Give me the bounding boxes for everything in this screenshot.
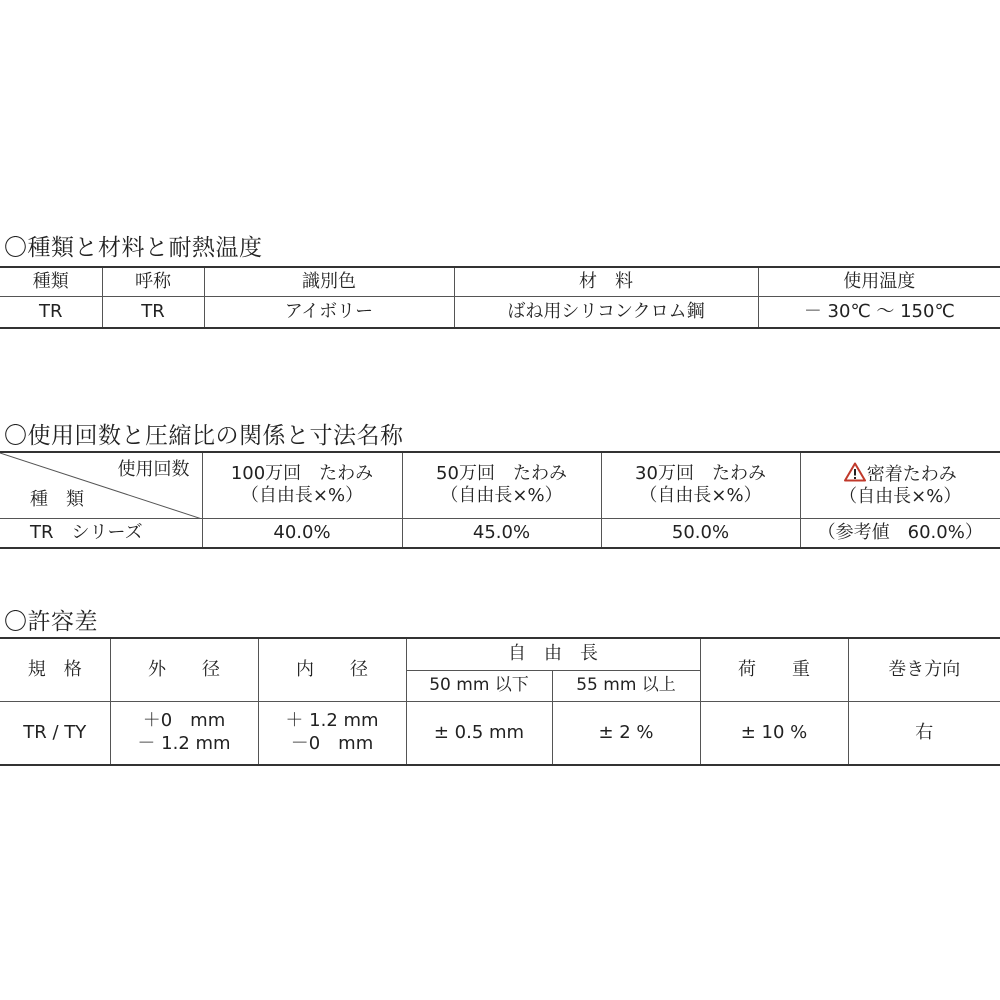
value-500k: 45.0% — [402, 518, 601, 548]
section2-heading: 〇使用回数と圧縮比の関係と寸法名称 — [4, 423, 404, 449]
tolerance-data-row — [0, 701, 1000, 765]
col-500k-line2: （自由長×%） — [440, 485, 563, 507]
header-color: 識別色 — [204, 267, 454, 296]
header-load: 荷 重 — [700, 638, 848, 701]
corner-top-label: 使用回数 — [117, 459, 190, 480]
usage-data-row — [0, 518, 1000, 548]
header-spec: 規 格 — [0, 638, 110, 701]
header-inner: 内 径 — [258, 638, 406, 701]
cell-load: ± 10 % — [700, 701, 848, 765]
cell-direction: 右 — [848, 701, 1000, 765]
cell-free-55: ± 2 % — [552, 701, 700, 765]
corner-cell — [0, 452, 202, 518]
header-name: 呼称 — [102, 267, 204, 296]
cell-free-50: ± 0.5 mm — [406, 701, 552, 765]
header-direction: 巻き方向 — [848, 638, 1000, 701]
cell-color: アイボリー — [204, 296, 454, 328]
tolerance-header-row1 — [0, 638, 1000, 670]
series-label: TR シリーズ — [0, 518, 202, 548]
section1-heading: 〇種類と材料と耐熱温度 — [4, 235, 263, 261]
material-header-row — [0, 267, 1000, 296]
cell-kind: TR — [0, 296, 102, 328]
header-temp: 使用温度 — [758, 267, 1000, 296]
inner-minus: －0 mm — [290, 732, 374, 754]
corner-bottom-label: 種 類 — [30, 489, 84, 510]
tolerance-table — [0, 637, 1000, 766]
col-300k-line1: 30万回 たわみ — [635, 462, 766, 484]
outer-minus: － 1.2 mm — [137, 732, 231, 754]
col-solid-header — [800, 452, 1000, 518]
cell-material: ばね用シリコンクロム鋼 — [454, 296, 758, 328]
col-solid-line2: （自由長×%） — [839, 486, 962, 508]
header-kind: 種類 — [0, 267, 102, 296]
col-1m-header — [202, 452, 402, 518]
col-300k-header — [601, 452, 800, 518]
usage-table — [0, 451, 1000, 549]
value-300k: 50.0% — [601, 518, 800, 548]
col-solid-title: 密着たわみ — [866, 463, 957, 485]
col-300k-line2: （自由長×%） — [639, 485, 762, 507]
header-material: 材 料 — [454, 267, 758, 296]
inner-plus: ＋ 1.2 mm — [285, 710, 379, 732]
section3-heading: 〇許容差 — [4, 609, 98, 635]
col-1m-line2: （自由長×%） — [240, 485, 364, 507]
usage-header-row — [0, 452, 1000, 518]
warning-icon — [844, 462, 866, 482]
cell-outer — [110, 701, 258, 765]
cell-spec: TR / TY — [0, 701, 110, 765]
col-1m-line1: 100万回 たわみ — [230, 462, 374, 484]
material-data-row — [0, 296, 1000, 328]
col-solid-line1 — [801, 462, 1000, 487]
material-table — [0, 266, 1000, 329]
cell-temp: － 30℃ ～ 150℃ — [758, 296, 1000, 328]
header-free-length: 自 由 長 — [406, 638, 700, 670]
value-solid: （参考値 60.0%） — [800, 518, 1000, 548]
header-free-55: 55 mm 以上 — [552, 670, 700, 701]
cell-inner — [258, 701, 406, 765]
value-1m: 40.0% — [202, 518, 402, 548]
outer-plus: ＋0 mm — [142, 710, 226, 732]
col-500k-line1: 50万回 たわみ — [436, 462, 567, 484]
col-500k-header — [402, 452, 601, 518]
header-free-50: 50 mm 以下 — [406, 670, 552, 701]
cell-name: TR — [102, 296, 204, 328]
header-outer: 外 径 — [110, 638, 258, 701]
